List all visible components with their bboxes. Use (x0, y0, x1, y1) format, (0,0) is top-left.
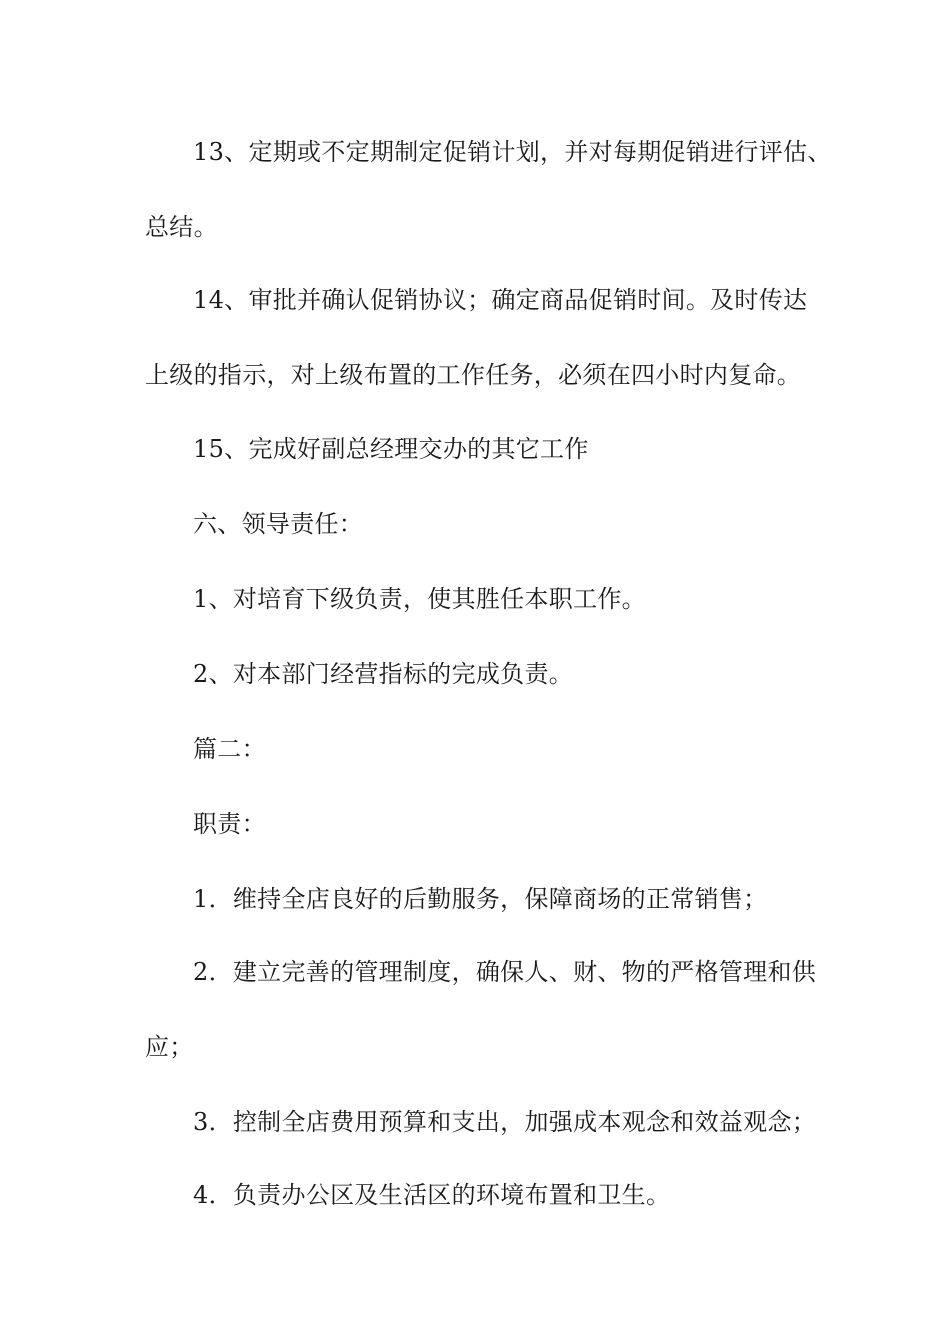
paragraph-line: 3．控制全店费用预算和支出，加强成本观念和效益观念； (193, 1108, 817, 1136)
paragraph-line: 职责： (193, 810, 266, 838)
paragraph-line: 1．维持全店良好的后勤服务，保障商场的正常销售； (193, 885, 768, 913)
section-heading-leadership (145, 487, 830, 562)
paragraph-line: 上级的指示，对上级布置的工作任务，必须在四小时内复命。 (145, 361, 802, 389)
paragraph-duty-4 (145, 1158, 830, 1233)
paragraph-leadership-2 (145, 637, 830, 712)
paragraph-line: 15、完成好副总经理交办的其它工作 (193, 435, 589, 463)
paragraph-item-14 (145, 263, 830, 413)
section-heading-part-two (145, 712, 830, 787)
paragraph-line: 总结。 (145, 213, 218, 241)
paragraph-item-15 (145, 412, 830, 487)
paragraph-leadership-1 (145, 562, 830, 637)
paragraph-line: 六、领导责任： (193, 510, 364, 538)
paragraph-line: 13、定期或不定期制定促销计划，并对每期促销进行评估、 (193, 138, 832, 166)
paragraph-duty-3 (145, 1085, 830, 1160)
paragraph-duty-1 (145, 862, 830, 937)
paragraph-line: 4．负责办公区及生活区的环境布置和卫生。 (193, 1181, 671, 1209)
paragraph-line: 应； (145, 1033, 194, 1061)
paragraph-item-13 (145, 115, 830, 265)
paragraph-duty-2 (145, 935, 830, 1085)
paragraph-line: 14、审批并确认促销协议；确定商品促销时间。及时传达 (193, 286, 808, 314)
paragraph-line: 2、对本部门经营指标的完成负责。 (193, 660, 574, 688)
paragraph-line: 1、对培育下级负责，使其胜任本职工作。 (193, 585, 646, 613)
paragraph-line: 2．建立完善的管理制度，确保人、财、物的严格管理和供 (193, 958, 817, 986)
paragraph-line: 篇二： (193, 735, 266, 763)
section-heading-duties (145, 787, 830, 862)
